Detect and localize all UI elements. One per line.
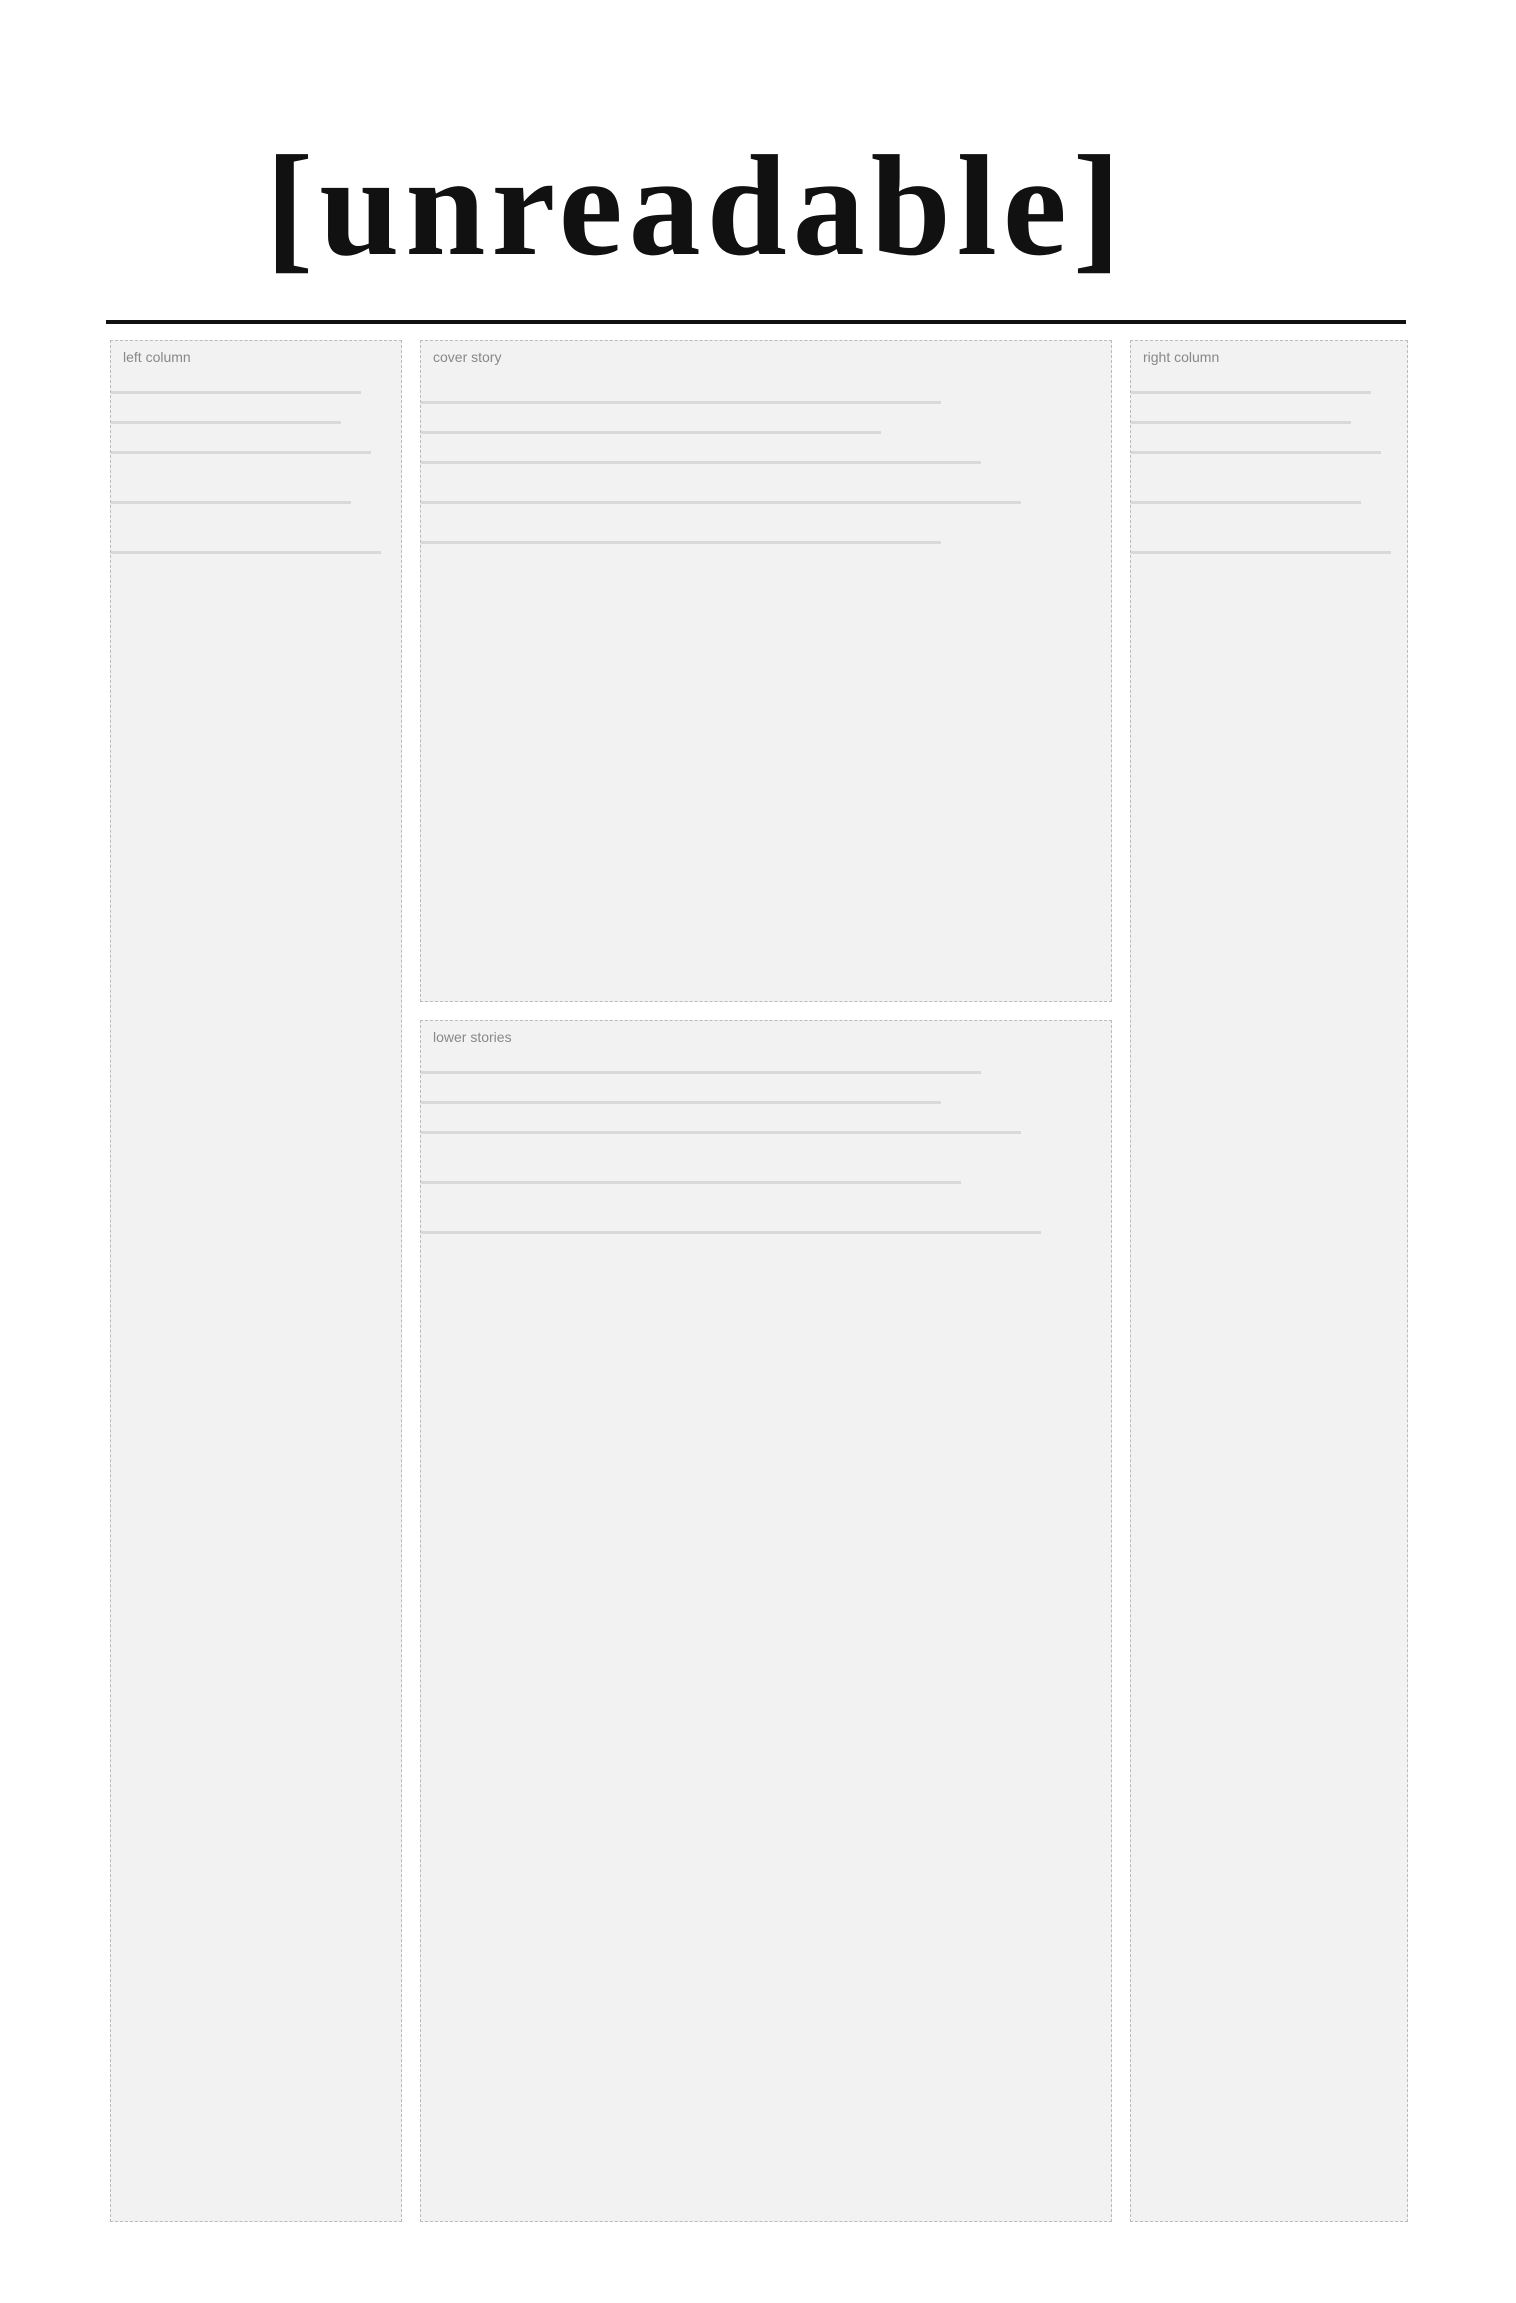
cover-story-label: cover story [433,349,502,365]
cover-story-block [420,340,1112,1002]
lower-stories-label: lower stories [433,1029,512,1045]
masthead-rule [106,320,1406,324]
lower-stories-block [420,1020,1112,2222]
left-column-label: left column [123,349,191,365]
masthead [106,96,1286,316]
right-column-label: right column [1143,349,1220,365]
left-column-block [110,340,402,2222]
page-title: [unreadable] [265,126,1127,286]
right-column-block [1130,340,1408,2222]
